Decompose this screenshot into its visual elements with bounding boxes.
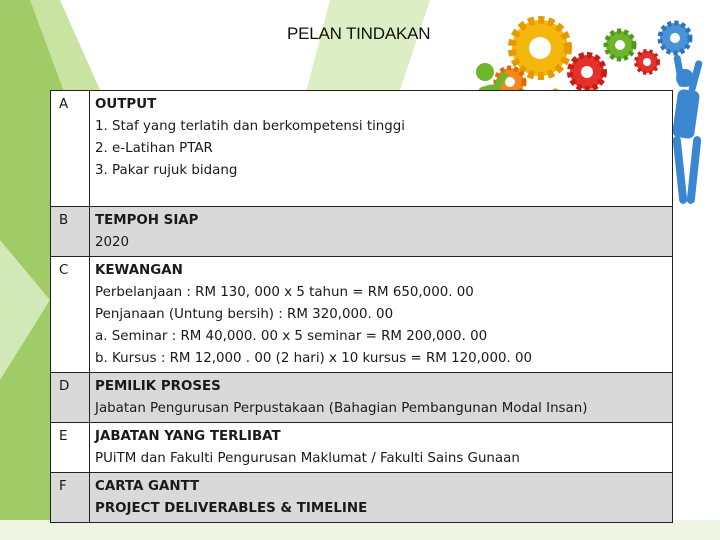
row-line: Jabatan Pengurusan Perpustakaan (Bahagian Pembangunan Modal Insan) [95, 401, 588, 416]
blue-figure-icon [672, 55, 703, 205]
gear-icon [570, 55, 604, 89]
row-line: 2. e-Latihan PTAR [95, 141, 213, 156]
row-letter: E [51, 423, 90, 473]
table-row [51, 91, 673, 207]
row-content [90, 473, 673, 523]
row-heading: TEMPOH SIAP [95, 213, 199, 228]
row-line: PROJECT DELIVERABLES & TIMELINE [95, 501, 368, 516]
gear-icon [512, 20, 568, 76]
row-content [90, 207, 673, 257]
table-row [51, 473, 673, 523]
row-line: Penjanaan (Untung bersih) : RM 320,000. 00 [95, 307, 394, 322]
row-letter: A [51, 91, 90, 207]
row-letter: B [51, 207, 90, 257]
gear-icon [606, 31, 634, 59]
row-content [90, 91, 673, 207]
row-line: Perbelanjaan : RM 130, 000 x 5 tahun = RM 650,000. 00 [95, 285, 474, 300]
row-content [90, 423, 673, 473]
row-heading: OUTPUT [95, 97, 157, 112]
table-row [51, 257, 673, 373]
row-content [90, 373, 673, 423]
table-row [51, 207, 673, 257]
row-line: 2020 [95, 235, 130, 250]
row-line: PUiTM dan Fakulti Pengurusan Maklumat / Fakulti Sains Gunaan [95, 451, 520, 466]
action-plan-table [50, 90, 673, 523]
row-letter: D [51, 373, 90, 423]
row-letter: C [51, 257, 90, 373]
row-letter: F [51, 473, 90, 523]
gear-icon [660, 23, 690, 53]
row-line: a. Seminar : RM 40,000. 00 x 5 seminar = RM 200,000. 00 [95, 329, 488, 344]
row-heading: CARTA GANTT [95, 479, 200, 494]
row-heading: JABATAN YANG TERLIBAT [95, 429, 281, 444]
row-content [90, 257, 673, 373]
table-row [51, 423, 673, 473]
gear-icon [636, 51, 658, 73]
row-heading: PEMILIK PROSES [95, 379, 221, 394]
page-title: PELAN TINDAKAN [287, 24, 431, 43]
row-line: 3. Pakar rujuk bidang [95, 163, 238, 178]
row-line: b. Kursus : RM 12,000 . 00 (2 hari) x 10 kursus = RM 120,000. 00 [95, 351, 533, 366]
row-heading: KEWANGAN [95, 263, 183, 278]
table-row [51, 373, 673, 423]
row-line: 1. Staf yang terlatih dan berkompetensi tinggi [95, 119, 406, 134]
